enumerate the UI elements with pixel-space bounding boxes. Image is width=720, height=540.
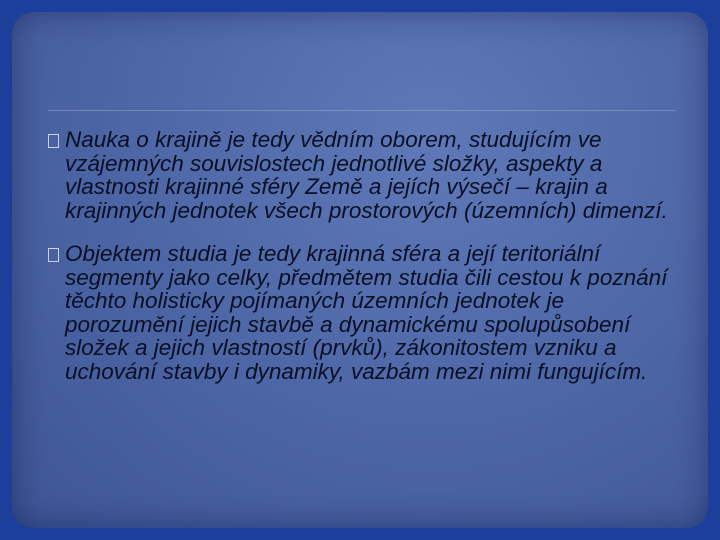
square-bullet-icon xyxy=(48,248,59,262)
bullet-item xyxy=(48,128,688,222)
square-bullet-icon xyxy=(48,134,59,148)
bullet-text: Objektem studia je tedy krajinná sféra a její teritoriální segmenty jako celky, předmětem studia čili cestou k poznání těchto holisticky pojímaných územních jednotek je porozumění jejich stavbě a dynamickému spolupůsobení složek a jejich vlastností (prvků), zákonitostem vzniku a uchování stavby i dynamiky, vazbám mezi nimi fungujícím. xyxy=(65,241,668,384)
title-divider xyxy=(48,110,676,111)
slide-content xyxy=(48,128,688,403)
bullet-item xyxy=(48,242,688,383)
bullet-text: Nauka o krajině je tedy vědním oborem, studujícím ve vzájemných souvislostech jednotlivé složky, aspekty a vlastnosti krajinné sféry Země a jejích výsečí – krajin a krajinných jednotek všech prostorových (územních) dimenzí. xyxy=(65,127,668,223)
